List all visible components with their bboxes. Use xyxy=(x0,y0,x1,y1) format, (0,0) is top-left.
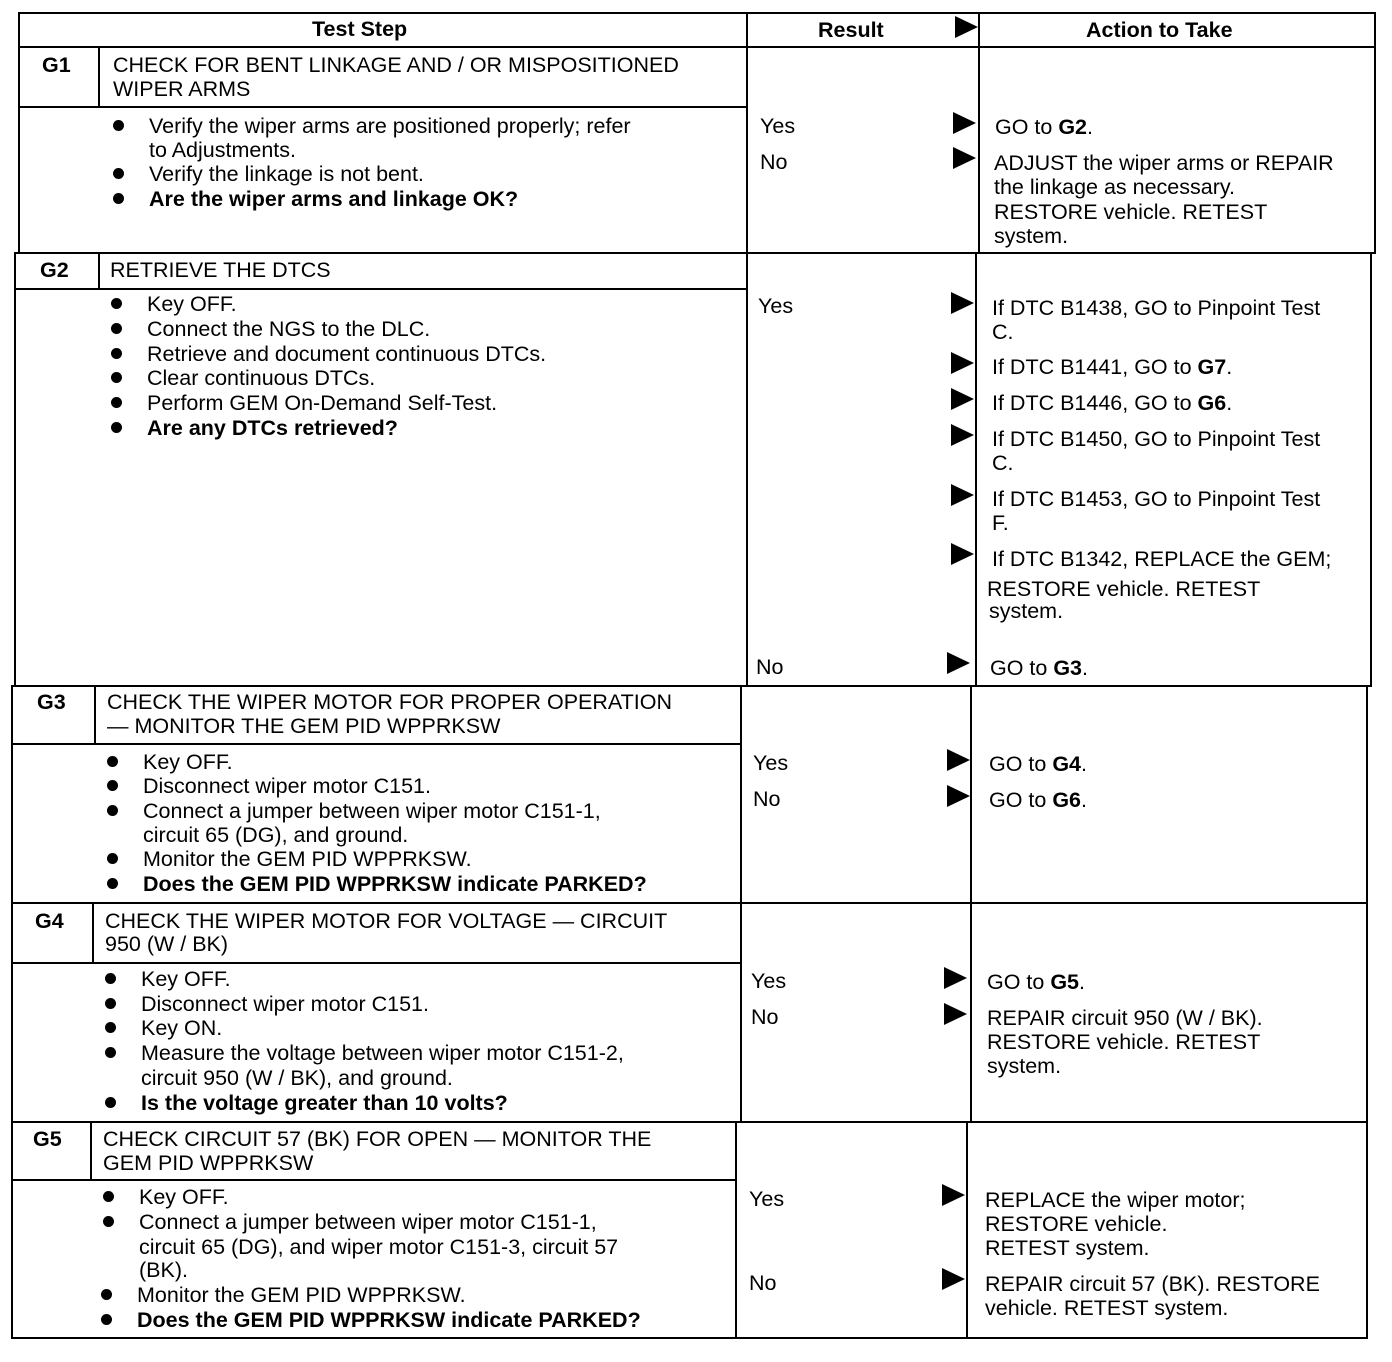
action-text: C. xyxy=(992,451,1014,475)
instruction: Key ON. xyxy=(141,1016,223,1040)
bullet-icon xyxy=(111,372,122,383)
bullet-icon xyxy=(111,397,122,408)
step-title: CHECK THE WIPER MOTOR FOR VOLTAGE — CIRCUIT xyxy=(105,909,668,933)
arrow-icon xyxy=(951,388,974,410)
table-left-border xyxy=(18,12,20,252)
bullet-icon xyxy=(111,323,122,334)
instruction: Connect a jumper between wiper motor C151-1, xyxy=(143,799,601,823)
question: Are any DTCs retrieved? xyxy=(147,416,398,440)
action-text: GO to G6. xyxy=(989,788,1087,812)
step-title: RETRIEVE THE DTCS xyxy=(110,258,331,282)
bullet-icon xyxy=(107,853,118,864)
step-title-underline xyxy=(18,106,748,108)
instruction: circuit 65 (DG), and ground. xyxy=(143,823,409,847)
instruction: Measure the voltage between wiper motor C151-2, xyxy=(141,1041,624,1065)
instruction: Verify the wiper arms are positioned properly; refer xyxy=(149,114,631,138)
arrow-icon xyxy=(947,785,970,807)
instruction: Clear continuous DTCs. xyxy=(147,366,376,390)
step-id: G1 xyxy=(42,53,71,77)
step-title-underline xyxy=(11,743,742,745)
bullet-icon xyxy=(111,422,122,433)
step-id: G4 xyxy=(35,909,64,933)
action-text: If DTC B1450, GO to Pinpoint Test xyxy=(992,427,1321,451)
bullet-icon xyxy=(105,1022,116,1033)
header-test-step: Test Step xyxy=(312,17,408,41)
arrow-icon xyxy=(951,424,974,446)
step-id: G2 xyxy=(40,258,69,282)
question: Are the wiper arms and linkage OK? xyxy=(149,187,519,211)
action-text: If DTC B1438, GO to Pinpoint Test xyxy=(992,296,1321,320)
bullet-icon xyxy=(105,1097,116,1108)
table-left-border xyxy=(11,686,13,1338)
step-title: CHECK CIRCUIT 57 (BK) FOR OPEN — MONITOR THE xyxy=(103,1127,652,1151)
bullet-icon xyxy=(105,998,116,1009)
result-column-divider xyxy=(735,1122,737,1338)
result-label: No xyxy=(751,1005,779,1029)
action-text: If DTC B1342, REPLACE the GEM; xyxy=(992,547,1332,571)
result-label: No xyxy=(760,150,788,174)
step-title-underline xyxy=(14,288,748,290)
arrow-icon xyxy=(953,147,976,169)
step-id-divider xyxy=(98,46,100,106)
bullet-icon xyxy=(101,1289,112,1300)
result-label: Yes xyxy=(758,294,794,318)
table-left-border xyxy=(14,252,16,686)
action-column-divider xyxy=(975,252,977,686)
step-id: G5 xyxy=(33,1127,62,1151)
header-bottom-border xyxy=(18,46,1376,48)
step-id-divider xyxy=(94,686,96,744)
step-separator xyxy=(14,252,1376,254)
arrow-icon xyxy=(951,352,974,374)
result-column-divider xyxy=(740,686,742,1122)
arrow-icon xyxy=(942,1268,965,1290)
step-title: CHECK THE WIPER MOTOR FOR PROPER OPERATION xyxy=(107,690,673,714)
bullet-icon xyxy=(103,1216,114,1227)
instruction: Verify the linkage is not bent. xyxy=(149,162,424,186)
instruction: Key OFF. xyxy=(139,1185,229,1209)
table-right-border xyxy=(1370,252,1372,686)
action-text: REPAIR circuit 950 (W / BK). xyxy=(987,1006,1263,1030)
action-text: If DTC B1446, GO to G6. xyxy=(992,391,1233,415)
instruction: Key OFF. xyxy=(141,967,231,991)
action-text: GO to G5. xyxy=(987,970,1085,994)
table-top-border xyxy=(18,12,1376,14)
arrow-icon xyxy=(942,1184,965,1206)
action-column-divider xyxy=(978,12,980,252)
bullet-icon xyxy=(113,193,124,204)
step-title: GEM PID WPPRKSW xyxy=(103,1151,314,1175)
action-text: F. xyxy=(992,511,1009,535)
instruction: Connect a jumper between wiper motor C151-1, xyxy=(139,1210,597,1234)
step-title: 950 (W / BK) xyxy=(105,932,229,956)
action-text: REPLACE the wiper motor; xyxy=(985,1188,1246,1212)
step-title-underline xyxy=(11,1179,737,1181)
result-label: Yes xyxy=(751,969,787,993)
arrow-icon xyxy=(951,484,974,506)
step-title: WIPER ARMS xyxy=(113,77,251,101)
table-bottom-border xyxy=(11,1337,1368,1339)
bullet-icon xyxy=(101,1314,112,1325)
instruction: Perform GEM On-Demand Self-Test. xyxy=(147,391,498,415)
action-text: system. xyxy=(989,599,1064,623)
step-id-divider xyxy=(90,1122,92,1180)
bullet-icon xyxy=(107,756,118,767)
result-label: No xyxy=(756,655,784,679)
question: Does the GEM PID WPPRKSW indicate PARKED? xyxy=(137,1308,641,1332)
bullet-icon xyxy=(113,120,124,131)
action-text: vehicle. RETEST system. xyxy=(985,1296,1229,1320)
instruction: Monitor the GEM PID WPPRKSW. xyxy=(143,847,472,871)
bullet-icon xyxy=(111,298,122,309)
step-separator xyxy=(11,902,1368,904)
action-text: RESTORE vehicle. RETEST xyxy=(987,1030,1261,1054)
action-text: REPAIR circuit 57 (BK). RESTORE xyxy=(985,1272,1320,1296)
result-label: No xyxy=(749,1271,777,1295)
bullet-icon xyxy=(105,973,116,984)
result-column-divider xyxy=(746,12,748,686)
action-text: RESTORE vehicle. RETEST xyxy=(987,577,1261,601)
instruction: Disconnect wiper motor C151. xyxy=(141,992,429,1016)
instruction: Key OFF. xyxy=(147,292,237,316)
instruction: circuit 65 (DG), and wiper motor C151-3, circuit 57 xyxy=(139,1235,619,1259)
result-label: Yes xyxy=(753,751,789,775)
table-right-border xyxy=(1366,686,1368,1338)
result-label: No xyxy=(753,787,781,811)
action-text: GO to G2. xyxy=(995,115,1093,139)
result-label: Yes xyxy=(760,114,796,138)
bullet-icon xyxy=(105,1047,116,1058)
action-text: system. xyxy=(987,1054,1062,1078)
bullet-icon xyxy=(111,348,122,359)
result-label: Yes xyxy=(749,1187,785,1211)
step-title-underline xyxy=(11,962,742,964)
bullet-icon xyxy=(103,1191,114,1202)
arrow-icon xyxy=(951,292,974,314)
bullet-icon xyxy=(107,878,118,889)
action-column-divider xyxy=(966,1122,968,1338)
action-text: ADJUST the wiper arms or REPAIR xyxy=(994,151,1334,175)
step-title: CHECK FOR BENT LINKAGE AND / OR MISPOSITIONED xyxy=(113,53,679,77)
step-id-divider xyxy=(92,903,94,963)
instruction: (BK). xyxy=(139,1258,188,1282)
action-text: system. xyxy=(994,224,1069,248)
question: Does the GEM PID WPPRKSW indicate PARKED? xyxy=(143,872,647,896)
step-id: G3 xyxy=(37,690,66,714)
action-text: RETEST system. xyxy=(985,1236,1150,1260)
header-result: Result xyxy=(818,18,884,42)
step-id-divider xyxy=(98,252,100,289)
step-separator xyxy=(11,685,1372,687)
action-column-divider xyxy=(970,686,972,1122)
bullet-icon xyxy=(107,780,118,791)
arrow-icon xyxy=(947,749,970,771)
action-text: the linkage as necessary. xyxy=(994,175,1236,199)
header-action: Action to Take xyxy=(1086,18,1233,42)
question: Is the voltage greater than 10 volts? xyxy=(141,1091,508,1115)
arrow-icon xyxy=(953,112,976,134)
arrow-icon xyxy=(951,543,974,565)
instruction: Retrieve and document continuous DTCs. xyxy=(147,342,547,366)
arrow-icon xyxy=(944,967,967,989)
action-text: If DTC B1453, GO to Pinpoint Test xyxy=(992,487,1321,511)
instruction: Disconnect wiper motor C151. xyxy=(143,774,431,798)
instruction: circuit 950 (W / BK), and ground. xyxy=(141,1066,453,1090)
bullet-icon xyxy=(107,805,118,816)
bullet-icon xyxy=(113,168,124,179)
instruction: to Adjustments. xyxy=(149,138,296,162)
action-text: GO to G4. xyxy=(989,752,1087,776)
arrow-icon xyxy=(944,1003,967,1025)
action-text: C. xyxy=(992,320,1014,344)
action-text: RESTORE vehicle. xyxy=(985,1212,1168,1236)
action-text: If DTC B1441, GO to G7. xyxy=(992,355,1233,379)
step-title: — MONITOR THE GEM PID WPPRKSW xyxy=(107,714,501,738)
action-text: GO to G3. xyxy=(990,656,1088,680)
instruction: Monitor the GEM PID WPPRKSW. xyxy=(137,1283,466,1307)
step-separator xyxy=(11,1121,1368,1123)
arrow-icon xyxy=(955,16,978,38)
action-text: RESTORE vehicle. RETEST xyxy=(994,200,1268,224)
instruction: Connect the NGS to the DLC. xyxy=(147,317,431,341)
instruction: Key OFF. xyxy=(143,750,233,774)
arrow-icon xyxy=(947,652,970,674)
table-right-border xyxy=(1374,12,1376,252)
